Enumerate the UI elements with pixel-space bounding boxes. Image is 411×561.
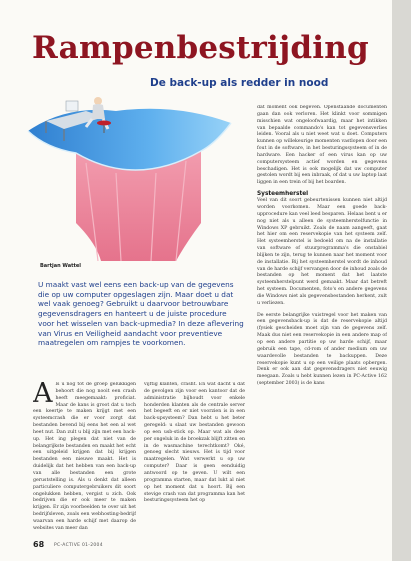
- article-subtitle: De back-up als redder in nood: [150, 77, 329, 89]
- page-number: 68: [33, 540, 45, 549]
- article-title: Rampenbestrijding: [32, 30, 369, 66]
- body-paragraph: dat moment ook begeven. Openstaande documenten gaan dan ook verloren. Het klinkt voor sommigen misschien wat ongeloofwaardig, maar het intikken van bepaalde commando's kan tot gegevensverlies leiden. Vooral als u niet weet wat u doet. Computers kunnen op willekeurige momenten vastlopen door een fout in de software, in het besturingssysteem of in de hardware. Een hacker of een virus kan op uw computersysteem actief worden en gegevens beschadigen. Het is ook mogelijk dat uw computer gestolen wordt bij een inbraak, of dat u uw laptop laat liggen in een trein of bij het boarden.: [257, 105, 387, 186]
- body-paragraph: [33, 382, 136, 533]
- page-edge: [392, 0, 411, 561]
- body-text: ls u nog tot de groep gelukkigen behoort die nog nooit een crash heeft meegemaakt: proficiat. Maar de kans is groot dat u toch een keertje te maken krijgt met een systeemcrash die er voor zorgt dat bestanden bevend bij eens het een al wet heet nut. Dan zult u blij zijn met een back-up. Het ing plegen dat niet van de belangrijkste bestanden en maakt het echt een uitgeleid krijgen dat bij krijgen bestanden een nieuwe maakt. Het is duidelijk dat het hebben van een back-up van alle bestanden een grote geruststelling is. Als u denkt dat alleen particuliere computergebruikers dit soort ongelukken hebben, vergist u zich. Ook bedrijven die er ook meer te maken krijgen. Er zijn voorbeelden te over uit het bedrijfsleven, zoals een webhosting-bedrijf waarvan een harde schijf met daarop de websites van meer dan: [33, 382, 136, 531]
- body-paragraph: vijftig klanten, crasht. En wat dacht u dat de gevolgen zijn voor een kantoor dat de administratie bijhoudt voor enkele honderden klanten als de centrale server het begeeft en er niet voorzien is in een back-upsysteem? Dan hebt u het beter geregeld: u slaat uw bestanden gewoon op een usb-stick op. Maar wat als deze per ongeluk in de broekzak blijft zitten en in de wasmachine terechtkomt? Oké, genoeg slecht nieuws. Het is tijd voor maatregelen. Wat verwerkt u op uw computer? Daar is geen eenduidig antwoord op te geven. U wilt een programma starten, maar dat lukt al niet op het moment dat u hoort. Bij een stevige crash van dat programma kan het besturingssysteem het op: [144, 382, 245, 504]
- section-heading: Systeemherstel: [257, 191, 309, 198]
- body-paragraph: De eerste belangrijke vuistregel voor het maken van een gegevensback-up is dat de reservekopie altijd (fysiek gescheiden moet zijn van de gegevens zelf. Maak dus niet een reservekopie in een andere map of op een andere partitie op uw harde schijf, maar gebruik een tape, cd-rom of ander medium om uw waardevolle bestanden te backuppen. Deze reservekopie kunt u op een veilige plaats opbergen. Denk er ook aan dat gegevensdragers niet eeuwig meegaan. Zoals u hebt kunnen lezen in PC-Active 162 (september 2003) is de kans: [257, 312, 387, 387]
- illustration-image: [26, 93, 238, 261]
- text-column-3: [257, 105, 387, 554]
- lead-paragraph: U maakt vast wel eens een back-up van de gegevens die op uw computer opgeslagen zijn. Maar doet u dat wel vaak genoeg? Gebruikt u daarvoor betrouwbare gegevensdragers en hanteert u de juiste procedure voor het wisselen van back-upmedia? In deze aflevering van Virus en Veiligheid aandacht voor preventieve maatregelen om rampjes te voorkomen.: [38, 280, 244, 348]
- author-name: Bartjan Wattel: [40, 263, 82, 269]
- drop-cap: A: [33, 382, 53, 409]
- magazine-issue: PC-ACTIVE 01-2004: [54, 543, 103, 548]
- body-paragraph: Veel van dit soort gebeurtenissen kunnen niet altijd worden voorkomen. Maar een goede back-upprocedure kan veel leed besparen. Helaas bent u er nog niet als u alleen de systeemherstelfunctie in Windows XP gebruikt. Zoals de naam aangeeft, gaat het hier om een reservekopie van het systeem zelf. Het systeemherstel is bedoeld om na de installatie van software of stuurprogramma's die onstabiel blijken te zijn, terug te kunnen naar het moment voor de installatie. Bij het systeemherstel wordt de inhoud van de harde schijf vervangen door de inhoud zoals de bestanden op het moment dat het laatste systeemherstelpunt werd gemaakt. Maar dat betreft het systeem. Documenten, foto's en andere gegevens die Windows niet als gegevensbestanden herkent, zult u verliezen.: [257, 198, 387, 306]
- text-column-1: [33, 382, 136, 535]
- text-column-2: [144, 382, 245, 535]
